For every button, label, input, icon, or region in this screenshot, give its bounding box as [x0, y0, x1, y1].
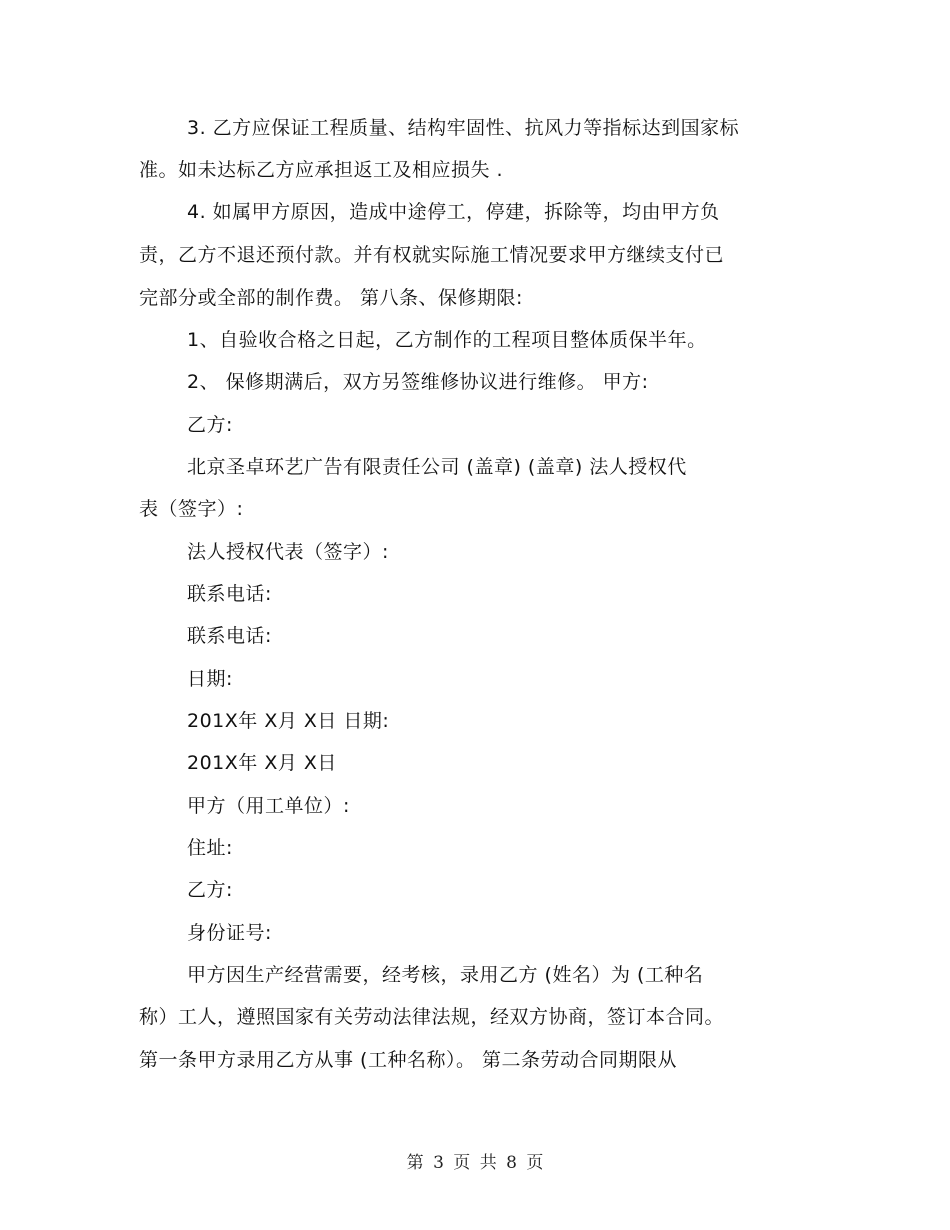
paragraph-line-17: 甲方（用工单位）:	[187, 795, 350, 817]
paragraph-line-13: 联系电话:	[187, 625, 272, 647]
paragraph-line-12: 联系电话:	[187, 583, 272, 605]
paragraph-line-9: 北京圣卓环艺广告有限责任公司 (盖章) (盖章) 法人授权代	[187, 456, 687, 478]
paragraph-line-7: 2、 保修期满后，双方另签维修协议进行维修。 甲方:	[187, 371, 649, 393]
paragraph-line-6: 1、自验收合格之日起，乙方制作的工程项目整体质保半年。	[187, 329, 707, 351]
paragraph-line-15: 201X年 X月 X日 日期:	[187, 710, 390, 732]
paragraph-line-10: 表（签字）:	[139, 498, 244, 520]
paragraph-line-19: 乙方:	[187, 879, 233, 901]
paragraph-line-20: 身份证号:	[187, 922, 272, 944]
paragraph-line-16: 201X年 X月 X日	[187, 752, 337, 774]
paragraph-line-14: 日期:	[187, 668, 233, 690]
paragraph-line-11: 法人授权代表（签字）:	[187, 541, 389, 563]
paragraph-line-18: 住址:	[187, 837, 233, 859]
page-number-footer: 第 3 页 共 8 页	[406, 1153, 544, 1173]
paragraph-line-3: 4. 如属甲方原因，造成中途停工，停建，拆除等，均由甲方负	[187, 201, 720, 223]
paragraph-line-2: 准。如未达标乙方应承担返工及相应损失 .	[139, 159, 504, 181]
paragraph-line-23: 第一条甲方录用乙方从事 (工种名称）。 第二条劳动合同期限从	[139, 1049, 677, 1071]
paragraph-line-22: 称）工人，遵照国家有关劳动法律法规，经双方协商，签订本合同。	[139, 1006, 725, 1028]
paragraph-line-5: 完部分或全部的制作费。 第八条、保修期限:	[139, 287, 523, 309]
paragraph-line-8: 乙方:	[187, 414, 233, 436]
paragraph-line-4: 责，乙方不退还预付款。并有权就实际施工情况要求甲方继续支付已	[139, 244, 725, 266]
paragraph-line-21: 甲方因生产经营需要，经考核，录用乙方 (姓名）为 (工种名	[187, 964, 704, 986]
paragraph-line-1: 3. 乙方应保证工程质量、结构牢固性、抗风力等指标达到国家标	[187, 117, 740, 139]
